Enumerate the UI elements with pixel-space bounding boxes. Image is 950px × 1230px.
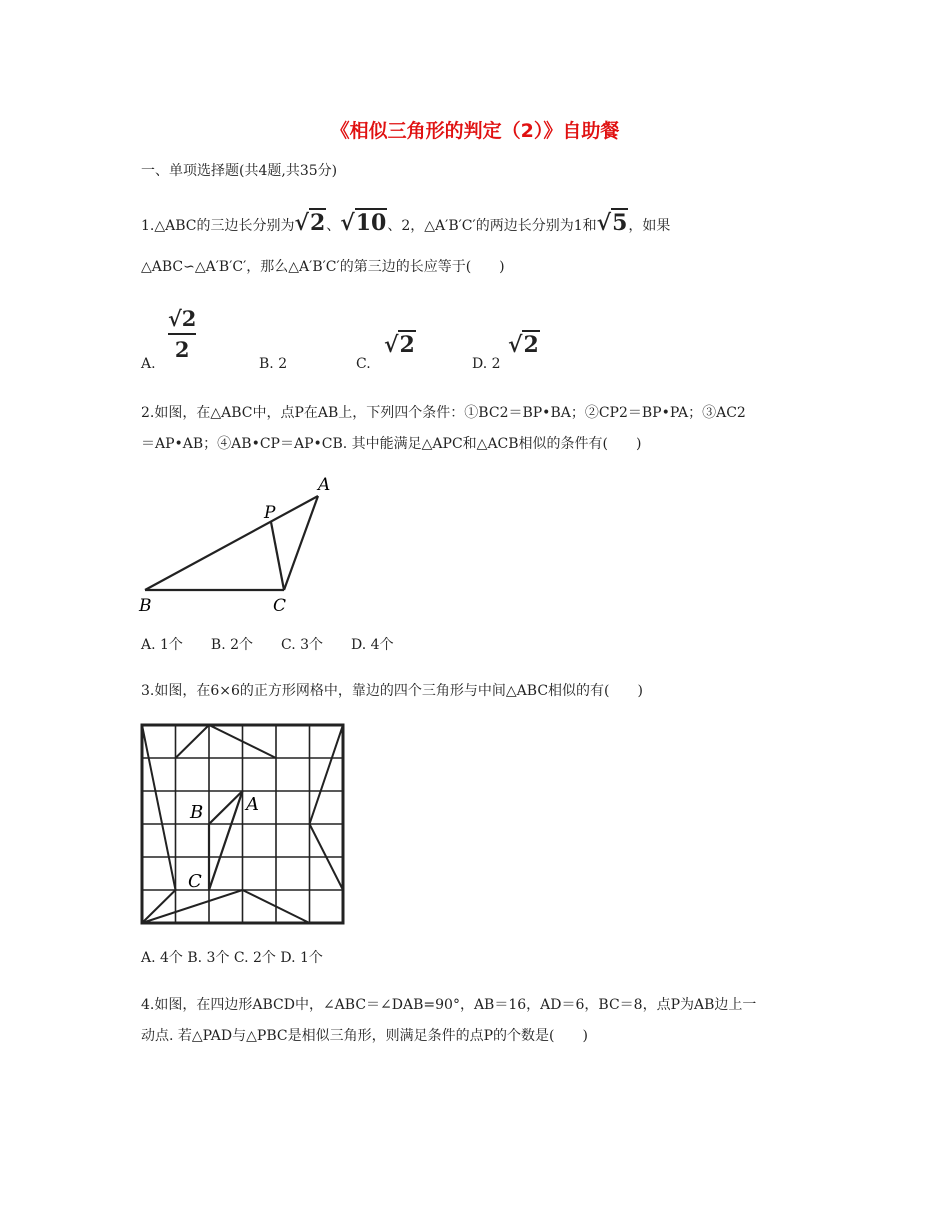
q1-option-c-radical: √2 — [384, 332, 415, 358]
q1-text-mid: 、2，△A′B′C′的两边长分别为1和 — [387, 218, 597, 234]
grid-label-a: A — [246, 794, 259, 815]
question-4-line-1: 4.如图，在四边形ABCD中，∠ABC＝∠DAB=90°，AB＝16，AD＝6，BC＝8，点P为AB边上一 — [141, 997, 757, 1013]
triangle-abc — [209, 791, 243, 890]
label-b: B — [139, 596, 152, 616]
sqrt-2-radical: √2 — [294, 210, 326, 236]
question-2-options: A. 1个 B. 2个 C. 3个 D. 4个 — [141, 637, 394, 653]
q1-option-d-label: D. 2 — [472, 356, 501, 372]
question-4-line-2: 动点. 若△PAD与△PBC是相似三角形，则满足条件的点P的个数是( ) — [141, 1028, 588, 1044]
triangle-figure — [130, 468, 360, 628]
segment-pc — [271, 522, 284, 590]
sqrt-10-radical: √10 — [340, 210, 387, 236]
question-3-options: A. 4个 B. 3个 C. 2个 D. 1个 — [141, 950, 323, 966]
q1-option-d-radical: √2 — [508, 332, 539, 358]
q1-option-b: B. 2 — [259, 356, 288, 372]
question-1-line-2: △ABC∽△A′B′C′，那么△A′B′C′的第三边的长应等于( ) — [141, 259, 505, 275]
section-heading: 一、单项选择题(共4题,共35分) — [141, 163, 338, 179]
q1-option-a-label: A. — [141, 356, 156, 372]
q1-separator: 、 — [326, 218, 341, 234]
question-1-line-1 — [141, 210, 670, 236]
sqrt-5-radical: √5 — [596, 210, 628, 236]
segment-ba — [145, 496, 318, 590]
fraction-numerator: √2 — [168, 306, 196, 335]
question-2-line-1: 2.如图，在△ABC中，点P在AB上，下列四个条件：①BC2＝BP•BA；②CP2＝BP•PA；③AC2 — [141, 405, 746, 421]
label-a: A — [318, 475, 331, 495]
label-c: C — [273, 596, 287, 616]
page-title: 《相似三角形的判定（2）》自助餐 — [330, 120, 620, 142]
grid-label-c: C — [188, 871, 202, 892]
grid-label-b: B — [190, 802, 204, 823]
segment-ac — [284, 496, 318, 590]
q1-text-pre: 1.△ABC的三边长分别为 — [141, 218, 295, 234]
q1-option-c-label: C. — [356, 356, 371, 372]
q1-text-post: ，如果 — [628, 218, 671, 234]
q1-option-a-fraction — [168, 306, 196, 362]
question-3-line-1: 3.如图，在6×6的正方形网格中，靠边的四个三角形与中间△ABC相似的有( ) — [141, 683, 643, 699]
question-2-line-2: ＝AP•AB；④AB•CP＝AP•CB. 其中能满足△APC和△ACB相似的条件有( ) — [141, 436, 642, 452]
grid-figure — [136, 718, 352, 930]
fraction-denominator: 2 — [174, 337, 190, 362]
label-p: P — [264, 503, 276, 523]
